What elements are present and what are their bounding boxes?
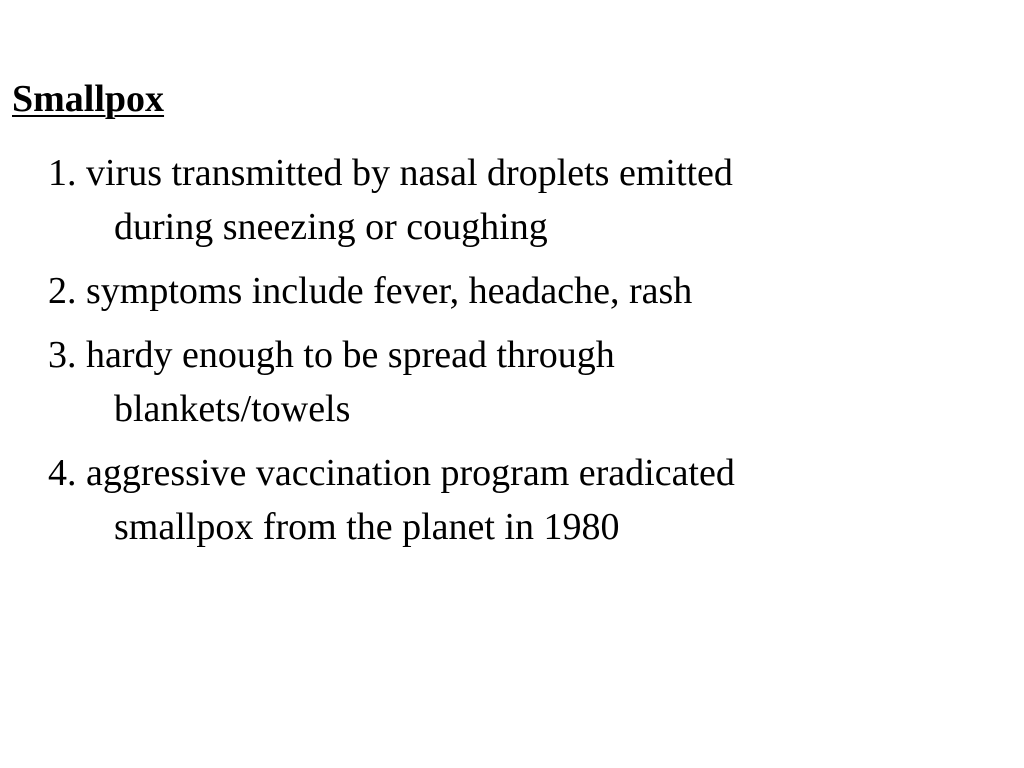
list-item-line: 1. virus transmitted by nasal droplets emitted — [48, 152, 733, 194]
list-item-line: 3. hardy enough to be spread through — [48, 334, 615, 376]
bullet-list — [48, 146, 948, 564]
list-item — [48, 328, 948, 436]
list-item-line-continued: smallpox from the planet in 1980 — [114, 506, 620, 548]
list-item-line: 4. aggressive vaccination program eradicated — [48, 452, 735, 494]
list-item — [48, 146, 948, 254]
list-item-line: 2. symptoms include fever, headache, rash — [48, 270, 693, 312]
list-item — [48, 264, 948, 318]
list-item — [48, 446, 948, 554]
list-item-line-continued: during sneezing or coughing — [114, 206, 548, 248]
slide-title: Smallpox — [12, 78, 165, 120]
list-item-line-continued: blankets/towels — [114, 388, 351, 430]
